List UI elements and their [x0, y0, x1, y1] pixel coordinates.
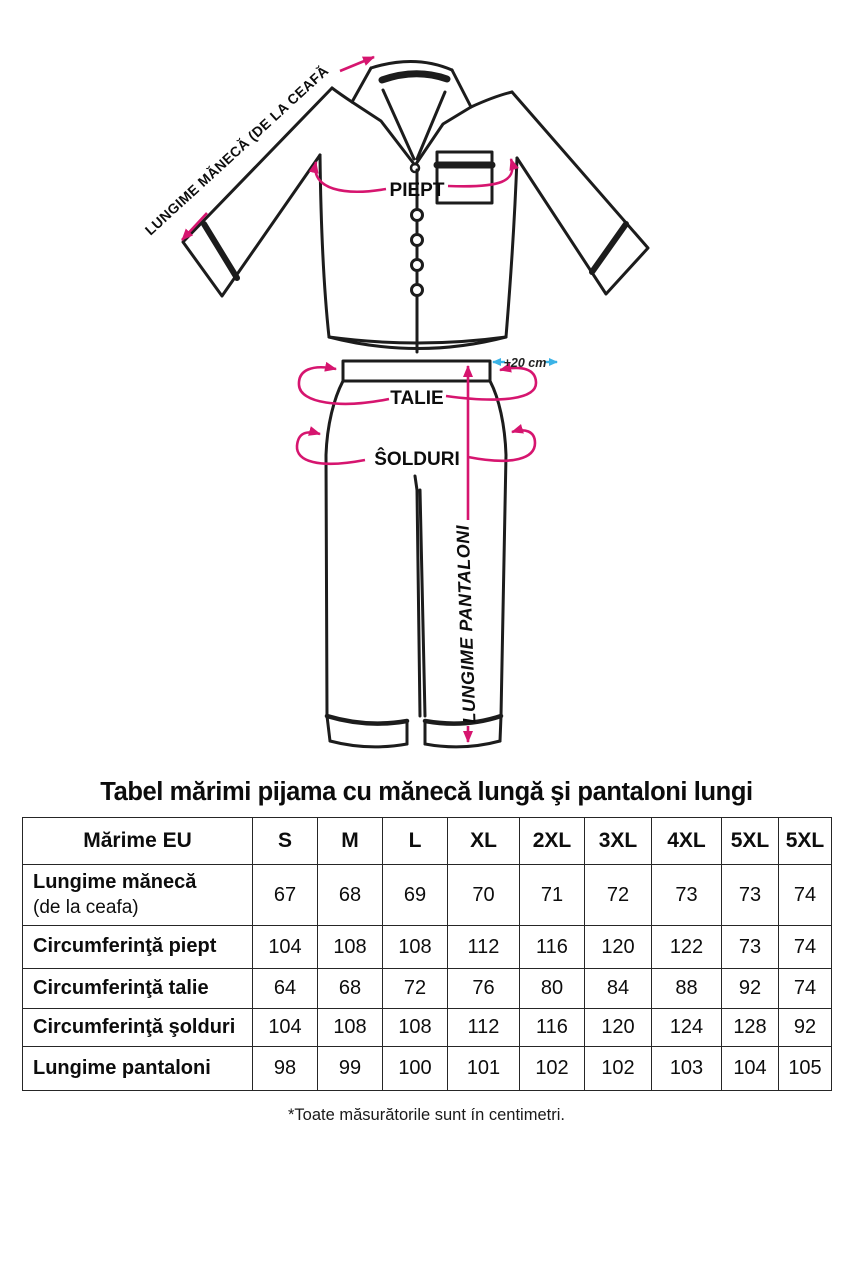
size-value-cell: 116	[520, 926, 585, 969]
row-label: Circumferinţă piept	[23, 926, 253, 969]
size-value-cell: 98	[253, 1047, 318, 1091]
size-value-cell: 74	[779, 969, 832, 1009]
row-label: Lungime pantaloni	[23, 1047, 253, 1091]
size-value-cell: 108	[383, 926, 448, 969]
table-row-hips	[23, 1009, 832, 1047]
size-value-cell: 104	[253, 926, 318, 969]
page-title: Tabel mărimi pijama cu mănecă lungă şi pantaloni lungi	[100, 778, 753, 806]
size-value-cell: 67	[253, 865, 318, 926]
row-label-main: Lungime mănecă	[33, 871, 197, 894]
shirt-pocket	[437, 152, 492, 203]
column-header-4xl: 4XL	[652, 818, 722, 865]
measurements-footnote: *Toate măsurătorile sunt ín centimetri.	[288, 1106, 565, 1125]
size-value-cell: 104	[253, 1009, 318, 1047]
column-header-xl: XL	[448, 818, 520, 865]
size-value-cell: 64	[253, 969, 318, 1009]
size-value-cell: 72	[585, 865, 652, 926]
size-value-cell: 80	[520, 969, 585, 1009]
table-row-sleeve-length	[23, 865, 832, 926]
size-value-cell: 70	[448, 865, 520, 926]
hips-label: ŜOLDURI	[374, 449, 460, 470]
size-value-cell: 92	[779, 1009, 832, 1047]
size-value-cell: 108	[318, 1009, 383, 1047]
size-value-cell: 116	[520, 1009, 585, 1047]
pants-length-label: LUNGIME PANTALONI	[452, 524, 480, 724]
chest-label: PIEPT	[389, 180, 445, 201]
column-header-5xl: 5XL	[722, 818, 779, 865]
size-value-cell: 76	[448, 969, 520, 1009]
column-header-2xl: 2XL	[520, 818, 585, 865]
size-value-cell: 128	[722, 1009, 779, 1047]
pajama-pants-illustration	[326, 361, 506, 747]
size-value-cell: 74	[779, 865, 832, 926]
size-value-cell: 102	[585, 1047, 652, 1091]
column-header-m: M	[318, 818, 383, 865]
size-value-cell: 73	[722, 926, 779, 969]
size-value-cell: 108	[383, 1009, 448, 1047]
size-value-cell: 120	[585, 1009, 652, 1047]
size-value-cell: 102	[520, 1047, 585, 1091]
size-value-cell: 68	[318, 969, 383, 1009]
waistband-extra-label: +20 cm	[503, 356, 547, 370]
size-value-cell: 74	[779, 926, 832, 969]
column-header-l: L	[383, 818, 448, 865]
size-value-cell: 105	[779, 1047, 832, 1091]
size-value-cell: 69	[383, 865, 448, 926]
column-header-5xl-2: 5XL	[779, 818, 832, 865]
size-value-cell: 104	[722, 1047, 779, 1091]
size-value-cell: 73	[722, 865, 779, 926]
column-header-size-eu: Mărime EU	[23, 818, 253, 865]
row-label	[23, 865, 253, 926]
size-value-cell: 103	[652, 1047, 722, 1091]
row-label: Circumferinţă şolduri	[23, 1009, 253, 1047]
size-value-cell: 84	[585, 969, 652, 1009]
size-value-cell: 88	[652, 969, 722, 1009]
size-value-cell: 100	[383, 1047, 448, 1091]
row-label-sub: (de la ceafa)	[33, 896, 139, 918]
size-value-cell: 72	[383, 969, 448, 1009]
size-value-cell: 71	[520, 865, 585, 926]
table-row-chest	[23, 926, 832, 969]
size-value-cell: 120	[585, 926, 652, 969]
size-value-cell: 108	[318, 926, 383, 969]
size-value-cell: 92	[722, 969, 779, 1009]
waist-label: TALIE	[390, 388, 444, 409]
size-table	[22, 817, 832, 1091]
table-row-waist	[23, 969, 832, 1009]
pajama-shirt-illustration	[183, 61, 648, 352]
size-value-cell: 101	[448, 1047, 520, 1091]
size-value-cell: 68	[318, 865, 383, 926]
column-header-s: S	[253, 818, 318, 865]
size-value-cell: 112	[448, 1009, 520, 1047]
size-value-cell: 122	[652, 926, 722, 969]
size-value-cell: 124	[652, 1009, 722, 1047]
table-row-pants-length	[23, 1047, 832, 1091]
size-value-cell: 73	[652, 865, 722, 926]
column-header-3xl: 3XL	[585, 818, 652, 865]
table-header-row	[23, 818, 832, 865]
size-value-cell: 112	[448, 926, 520, 969]
sleeve-length-label: LUNGIME MĂNECĂ (DE LA CEAFĂ	[141, 62, 332, 239]
row-label: Circumferinţă talie	[23, 969, 253, 1009]
size-value-cell: 99	[318, 1047, 383, 1091]
